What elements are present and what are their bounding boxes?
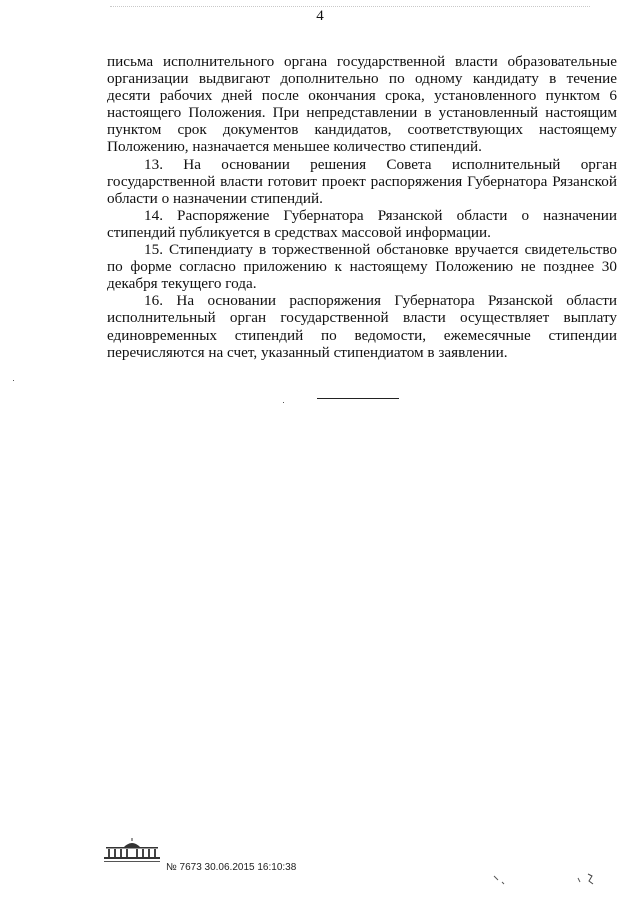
paragraph-continuation: письма исполнительного органа государственной власти образовательные организации выдвигают дополнительно по одному кандидату в течение десяти рабочих дней после окончания срока, установленного пунктом 6 настоящего Положения. При непредставлении в установленный настоящим пунктом срок документов кандидатов, соответствующих настоящему Положению, назначается меньшее количество стипендий. <box>107 53 617 156</box>
registration-stamp: № 7673 30.06.2015 16:10:38 <box>166 862 297 873</box>
scan-speck <box>13 380 14 381</box>
page-number: 4 <box>316 8 324 24</box>
scan-artifact-line <box>110 6 590 7</box>
scan-corner-marks <box>492 872 612 892</box>
paragraph-15: 15. Стипендиату в торжественной обстановке вручается свидетельство по форме согласно приложению к настоящему Положению не позднее 30 декабря текущего года. <box>107 241 617 293</box>
document-body <box>107 53 617 361</box>
paragraph-16: 16. На основании распоряжения Губернатора Рязанской области исполнительный орган государственной власти осуществляет выплату единовременных стипендий по ведомости, ежемесячные стипендии перечисляются на счет, указанный стипендиатом в заявлении. <box>107 292 617 361</box>
government-building-seal-icon <box>102 838 162 866</box>
paragraph-13: 13. На основании решения Совета исполнительный орган государственной власти готовит проект распоряжения Губернатора Рязанской области о назначении стипендий. <box>107 155 617 207</box>
paragraph-14: 14. Распоряжение Губернатора Рязанской области о назначении стипендий публикуется в средствах массовой информации. <box>107 206 617 241</box>
registration-footer <box>102 838 362 878</box>
scan-speck <box>283 402 284 403</box>
end-divider <box>317 398 399 399</box>
